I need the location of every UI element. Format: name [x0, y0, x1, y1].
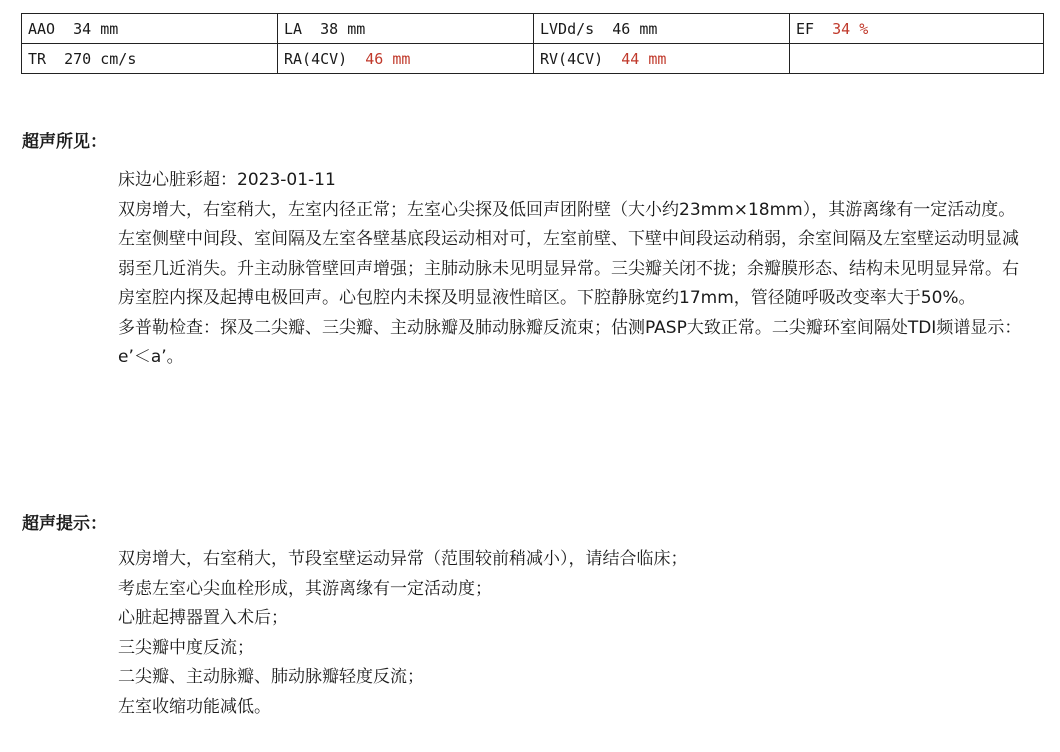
measurement-value-abnormal: 44	[621, 49, 640, 68]
findings-body	[118, 166, 1028, 373]
measurement-unit: cm/s	[100, 49, 137, 68]
measurement-cell-ra	[278, 44, 534, 74]
measurement-unit: mm	[347, 19, 366, 38]
measurement-label: EF	[796, 19, 815, 38]
measurement-label: LA	[284, 19, 303, 38]
measurement-row	[22, 14, 1044, 44]
measurement-cell-lvdds	[534, 14, 790, 44]
findings-heading: 超声所见：	[22, 132, 107, 152]
measurement-unit: %	[859, 19, 869, 38]
measurement-unit: mm	[100, 19, 119, 38]
measurement-table	[21, 13, 1044, 74]
conclusion-item: 左室收缩功能减低。	[118, 696, 271, 717]
measurement-cell-tr	[22, 44, 278, 74]
measurement-cell-la	[278, 14, 534, 44]
measurement-value-abnormal: 46	[365, 49, 384, 68]
measurement-cell-rv	[534, 44, 790, 74]
conclusion-item: 心脏起搏器置入术后；	[118, 608, 288, 628]
conclusion-item: 双房增大，右室稍大，节段室壁运动异常（范围较前稍减小），请结合临床；	[118, 549, 688, 569]
measurement-value: 46	[612, 19, 631, 38]
conclusion-item: 二尖瓣、主动脉瓣、肺动脉瓣轻度反流；	[118, 667, 424, 687]
measurement-label: TR	[28, 49, 47, 68]
doppler-findings: 多普勒检查：探及二尖瓣、三尖瓣、主动脉瓣及肺动脉瓣反流束；估测PASP大致正常。二尖瓣环室间隔处TDI频谱显示：e’＜a’。	[118, 317, 1022, 367]
measurement-value: 38	[320, 19, 339, 38]
conclusion-item: 三尖瓣中度反流；	[118, 637, 254, 658]
measurement-unit: mm	[639, 19, 658, 38]
measurement-unit: mm	[392, 49, 411, 68]
measurement-value: 270	[64, 49, 92, 68]
measurement-value: 34	[73, 19, 92, 38]
measurement-label: RA(4CV)	[284, 49, 348, 68]
conclusions-list	[118, 545, 1028, 722]
exam-date-line: 床边心脏彩超：2023-01-11	[118, 170, 336, 190]
measurement-label: LVDd/s	[540, 19, 595, 38]
measurement-cell-aao	[22, 14, 278, 44]
measurement-row	[22, 44, 1044, 74]
measurement-label: AAO	[28, 19, 56, 38]
measurement-cell-empty	[790, 44, 1044, 74]
findings-description: 双房增大，右室稍大，左室内径正常；左室心尖探及低回声团附壁（大小约23mm×18mm），其游离缘有一定活动度。左室侧壁中间段、室间隔及左室各壁基底段运动相对可，左室前壁、下壁中间段运动稍弱，余室间隔及左室壁运动明显减弱至几近消失。升主动脉管壁回声增强；主肺动脉未见明显异常。三尖瓣关闭不拢；余瓣膜形态、结构未见明显异常。右房室腔内探及起搏电极回声。心包腔内未探及明显液性暗区。下腔静脉宽约17mm，管径随呼吸改变率大于50%。	[118, 199, 1019, 308]
conclusion-item: 考虑左室心尖血栓形成，其游离缘有一定活动度；	[118, 578, 492, 599]
measurement-label: RV(4CV)	[540, 49, 604, 68]
conclusions-heading: 超声提示：	[22, 514, 107, 534]
measurement-unit: mm	[648, 49, 667, 68]
measurement-value-abnormal: 34	[832, 19, 851, 38]
measurement-cell-ef	[790, 14, 1044, 44]
